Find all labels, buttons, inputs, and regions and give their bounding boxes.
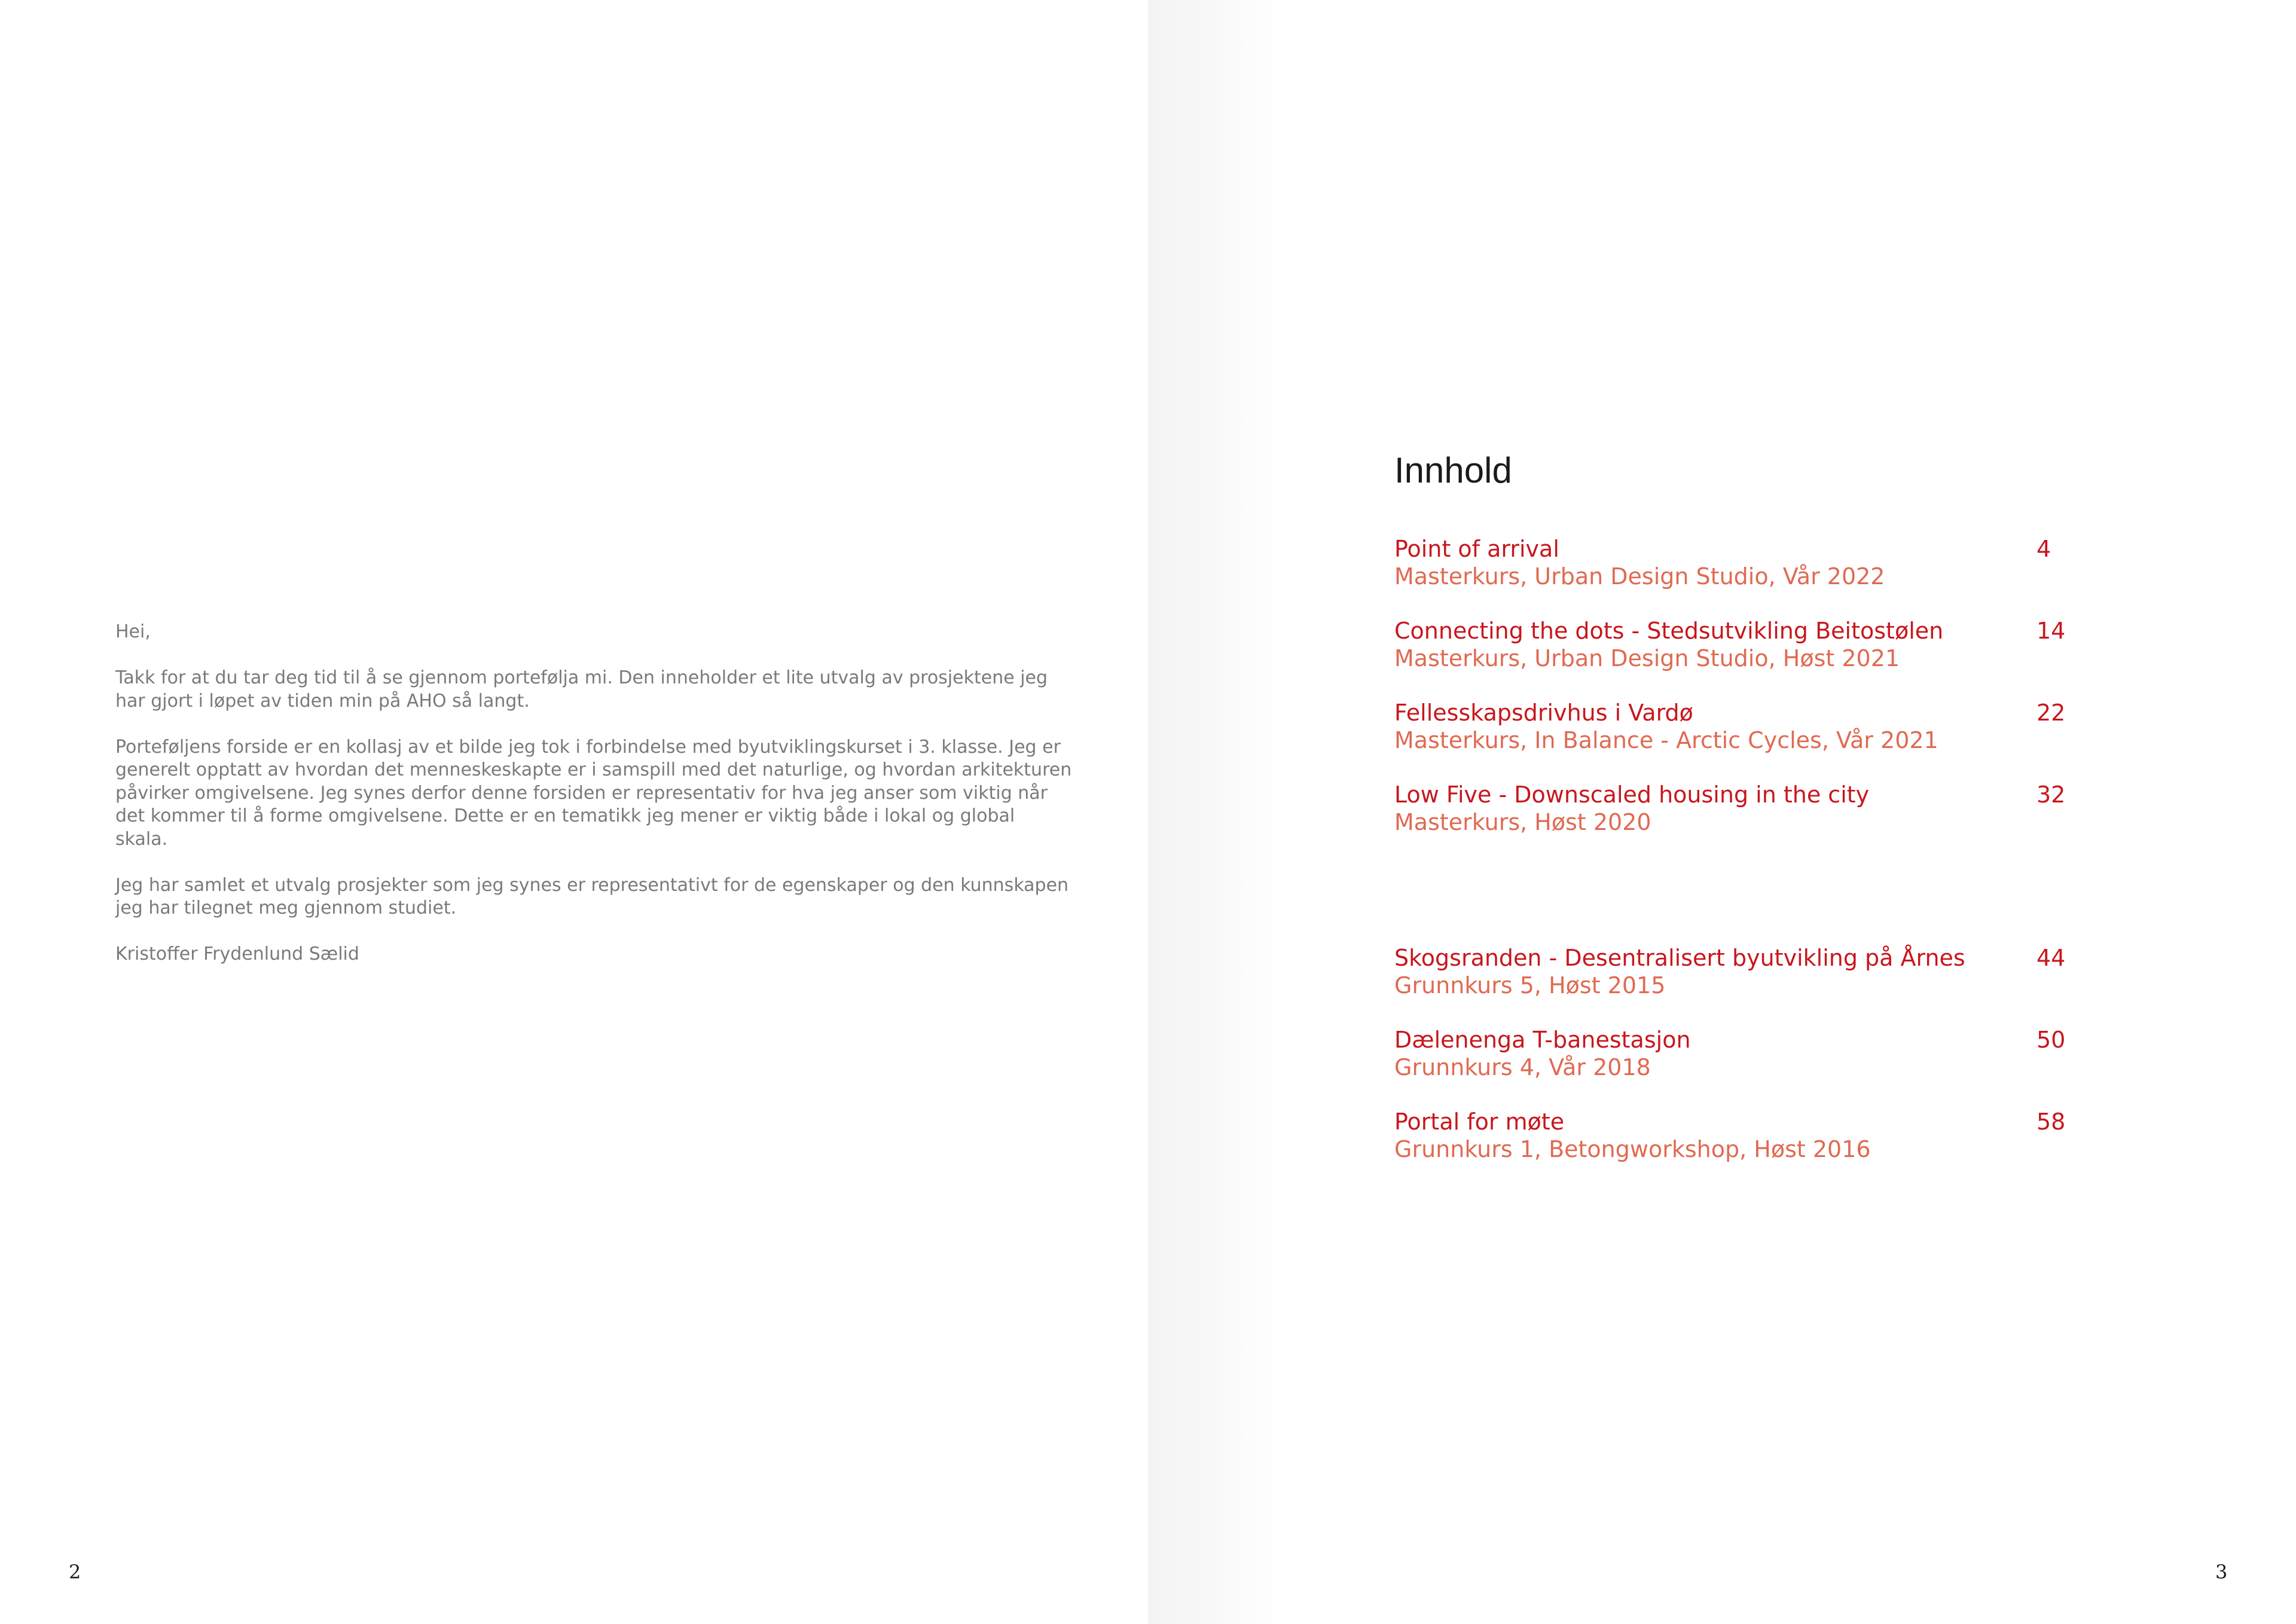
toc-entry-title: Low Five - Downscaled housing in the city [1394, 782, 1870, 808]
toc-heading: Innhold [1394, 450, 1512, 490]
toc-entry[interactable] [1394, 535, 2070, 617]
letter-paragraph-3: Jeg har samlet et utvalg prosjekter som jeg synes er representativt for de egenskaper og den kunnskapen jeg har tilegnet meg gjennom studiet. [115, 874, 1069, 918]
toc-entry-subtitle: Masterkurs, In Balance - Arctic Cycles, Vår 2021 [1394, 727, 1938, 753]
toc-entry[interactable] [1394, 1108, 2070, 1190]
toc-entry-title: Connecting the dots - Stedsutvikling Beitostølen [1394, 618, 1944, 644]
letter-paragraph-2: Porteføljens forside er en kollasj av et bilde jeg tok i forbindelse med byutviklingskurset i 3. klasse. Jeg er generelt opptatt av hvordan det menneskeskapte er i samspill med det naturlige, og hvordan arkitekturen påvirker omgivelsene. Jeg synes derfor denne forsiden er representativ for hva jeg anser som viktig når det kommer til å forme omgivelsene. Dette er en tematikk jeg mener er viktig både i lokal og global skala. [115, 736, 1072, 850]
toc-entry-page: 22 [2037, 700, 2066, 726]
toc-entry-title: Fellesskapsdrivhus i Vardø [1394, 700, 1693, 726]
toc-entry[interactable] [1394, 781, 2070, 863]
toc-entry-subtitle: Grunnkurs 5, Høst 2015 [1394, 972, 1666, 999]
toc-entry-title: Skogsranden - Desentralisert byutvikling på Årnes [1394, 945, 1965, 971]
table-of-contents [1394, 445, 2070, 1190]
toc-entry-title: Point of arrival [1394, 536, 1559, 562]
page-number-left: 2 [69, 1561, 81, 1583]
toc-entry[interactable] [1394, 617, 2070, 699]
toc-group-master [1394, 535, 2070, 863]
toc-entry-subtitle: Masterkurs, Urban Design Studio, Høst 2021 [1394, 645, 1900, 671]
toc-entry-subtitle: Grunnkurs 1, Betongworkshop, Høst 2016 [1394, 1136, 1871, 1162]
toc-group-foundation [1394, 944, 2070, 1190]
toc-entry-title: Portal for møte [1394, 1109, 1565, 1135]
toc-entry-title: Dælenenga T-banestasjon [1394, 1027, 1691, 1053]
letter-paragraph-1: Takk for at du tar deg tid til å se gjennom portefølja mi. Den inneholder et lite utvalg av prosjektene jeg har gjort i løpet av tiden min på AHO så langt. [115, 667, 1048, 712]
toc-entry[interactable] [1394, 944, 2070, 1026]
toc-entry[interactable] [1394, 1026, 2070, 1108]
toc-entry-subtitle: Masterkurs, Høst 2020 [1394, 809, 1651, 835]
toc-entry[interactable] [1394, 699, 2070, 781]
toc-entry-page: 32 [2037, 782, 2066, 808]
toc-entry-page: 4 [2037, 536, 2051, 562]
toc-entry-page: 14 [2037, 618, 2066, 644]
toc-entry-page: 50 [2037, 1027, 2066, 1053]
letter-greeting: Hei, [115, 621, 151, 642]
toc-entry-page: 58 [2037, 1109, 2066, 1135]
toc-entry-subtitle: Grunnkurs 4, Vår 2018 [1394, 1054, 1651, 1080]
letter-signature: Kristoffer Frydenlund Sælid [115, 944, 359, 964]
page-number-right: 3 [2215, 1561, 2228, 1583]
intro-letter [115, 621, 1072, 989]
toc-entry-subtitle: Masterkurs, Urban Design Studio, Vår 2022 [1394, 563, 1885, 590]
toc-entry-page: 44 [2037, 945, 2066, 971]
